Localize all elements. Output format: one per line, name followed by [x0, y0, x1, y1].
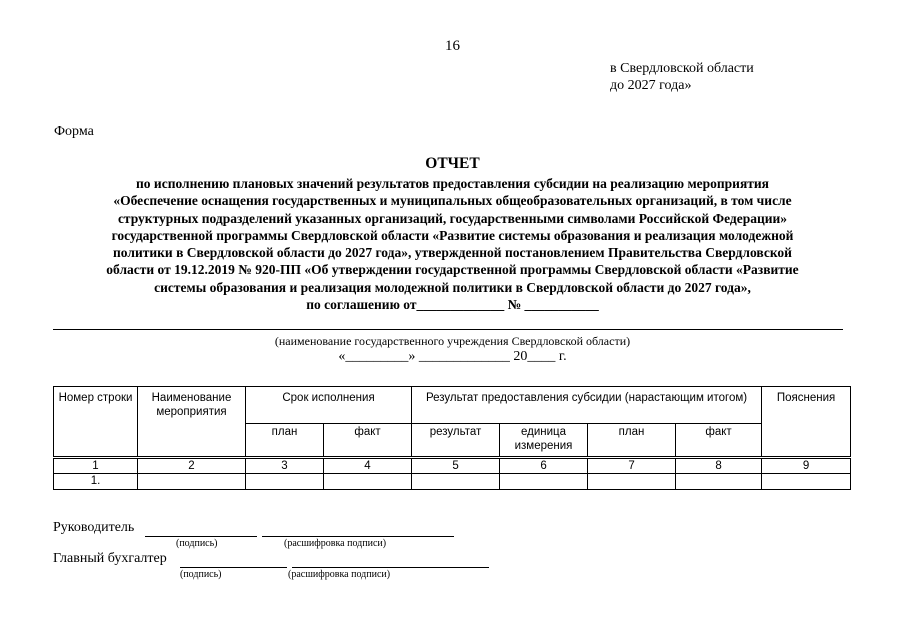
table-cell-row-number[interactable]: 1. [54, 474, 138, 490]
report-title: ОТЧЕТ [425, 155, 480, 172]
head-signature-line[interactable] [145, 536, 257, 537]
page-number: 16 [445, 38, 460, 54]
table-cell[interactable] [412, 474, 500, 490]
subtitle-line: по исполнению плановых значений результатов предоставления субсидии на реализацию мероприятия [136, 176, 769, 191]
table-header-row [54, 387, 851, 424]
report-subtitle [50, 175, 855, 313]
head-signature-caption: (подпись) [176, 538, 218, 549]
head-label: Руководитель [53, 520, 135, 535]
form-label: Форма [54, 124, 94, 139]
header-activity-name: Наименование мероприятия [138, 387, 246, 458]
subtitle-line: структурных подразделений указанных организаций, государственными символами Российской Федерации» [117, 210, 788, 226]
accountant-signature-caption: (подпись) [180, 569, 222, 580]
subtitle-line: политики в Свердловской области до 2027 года», утвержденной постановлением Правительства Свердловской [113, 245, 792, 261]
header-result: Результат предоставления субсидии (нарастающим итогом) [412, 387, 762, 424]
table-cell[interactable] [246, 474, 324, 490]
accountant-decoding-line[interactable] [292, 567, 489, 568]
header-row-number: Номер строки [54, 387, 138, 458]
approval-line-1: в Свердловской области [610, 61, 754, 76]
header-result-plan: план [588, 424, 676, 458]
organization-name-line [53, 329, 843, 330]
header-deadline-fact: факт [324, 424, 412, 458]
subtitle-line: системы образования и реализация молодежной политики в Свердловской области до 2027 года», [154, 279, 751, 295]
header-result-fact: факт [676, 424, 762, 458]
column-number: 4 [324, 458, 412, 474]
accountant-decoding-caption: (расшифровка подписи) [288, 569, 391, 580]
head-decoding-caption: (расшифровка подписи) [284, 538, 387, 549]
table-row [54, 474, 851, 490]
subtitle-line: по соглашению от_____________ № ___________ [306, 297, 599, 313]
column-number: 5 [412, 458, 500, 474]
column-number: 3 [246, 458, 324, 474]
accountant-signature-line[interactable] [180, 567, 287, 568]
header-notes: Пояснения [762, 387, 851, 458]
approval-line-2: до 2027 года» [610, 78, 692, 93]
report-date-line: «_________» _____________ 20____ г. [338, 349, 567, 364]
chief-accountant-label: Главный бухгалтер [53, 551, 167, 566]
head-decoding-line[interactable] [262, 536, 454, 537]
column-number: 8 [676, 458, 762, 474]
column-number: 9 [762, 458, 851, 474]
column-number-row [54, 458, 851, 474]
subtitle-line: «Обеспечение оснащения государственных и муниципальных общеобразовательных организаций, в том числе [113, 193, 792, 209]
column-number: 7 [588, 458, 676, 474]
header-deadline-plan: план [246, 424, 324, 458]
column-number: 2 [138, 458, 246, 474]
header-unit: единица измерения [500, 424, 588, 458]
header-result-value: результат [412, 424, 500, 458]
table-cell[interactable] [762, 474, 851, 490]
report-table [53, 386, 851, 490]
header-deadline: Срок исполнения [246, 387, 412, 424]
table-cell[interactable] [588, 474, 676, 490]
organization-caption: (наименование государственного учреждения Свердловской области) [274, 334, 631, 348]
table-cell[interactable] [138, 474, 246, 490]
column-number: 6 [500, 458, 588, 474]
column-number: 1 [54, 458, 138, 474]
table-cell[interactable] [500, 474, 588, 490]
subtitle-line: государственной программы Свердловской области «Развитие системы образования и реализация молодежной [111, 227, 794, 243]
table-cell[interactable] [676, 474, 762, 490]
table-cell[interactable] [324, 474, 412, 490]
approval-reference [610, 60, 754, 94]
subtitle-line: области от 19.12.2019 № 920-ПП «Об утверждении государственной программы Свердловской области «Развитие [106, 262, 799, 278]
